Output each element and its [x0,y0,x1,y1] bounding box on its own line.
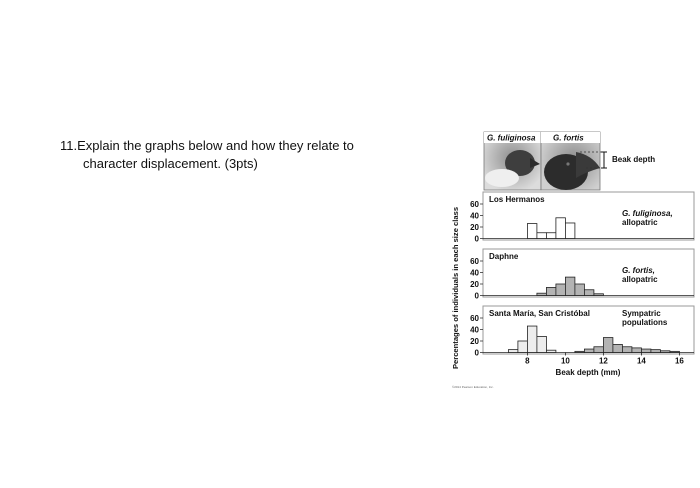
question-line-1: Explain the graphs below and how they relate to [77,138,354,153]
small-finch-body-icon [485,169,519,187]
x-axis-title: Beak depth (mm) [555,368,621,377]
histogram-bar [670,351,680,352]
histogram-bar [641,349,651,352]
histogram-bar [603,338,613,353]
histogram-panels [470,192,694,357]
y-axis-title: Percentages of individuals in each size class [451,206,460,370]
fuliginosa-photo-label: G. fuliginosa [487,133,536,143]
y-tick-label: 60 [470,256,479,266]
panel-series-label-2: allopatric [622,275,658,284]
histogram-bar [575,351,585,352]
x-tick-label: 14 [636,356,646,366]
histogram-bar [594,347,604,353]
histogram-bar [527,224,537,239]
panel-series-label-2: allopatric [622,218,658,227]
y-tick-label: 40 [470,325,479,335]
y-tick-label: 0 [474,348,479,358]
panel-title: Daphne [489,252,519,261]
histogram-bar [518,341,528,353]
panel-2 [470,249,694,300]
panel-3 [470,306,694,357]
histogram-bar [594,294,604,296]
histogram-bar [565,277,575,295]
y-tick-label: 40 [470,268,479,278]
fuliginosa-photo [484,132,541,190]
histogram-bar [660,351,670,353]
histogram-bar [546,287,556,295]
panel-series-label: G. fortis, [622,266,655,275]
histogram-bar [622,347,632,353]
histogram-bar [556,218,566,239]
histogram-bar [613,344,623,352]
y-tick-label: 20 [470,279,479,289]
y-tick-label: 60 [470,199,479,209]
x-tick-label: 16 [674,356,684,366]
histogram-bar [537,233,547,239]
histogram-bar [632,348,642,353]
panel-series-label: Sympatric [622,309,661,318]
y-tick-label: 0 [474,291,479,301]
fortis-photo-label: G. fortis [553,133,584,143]
x-tick-label: 8 [525,356,530,366]
histogram-bar [556,284,566,296]
histogram-bar [584,349,594,352]
x-tick-label: 12 [598,356,608,366]
y-tick-label: 20 [470,222,479,232]
histogram-bar [537,293,547,295]
panel-title: Santa María, San Cristóbal [489,309,590,318]
histogram-bar [546,233,556,239]
panel-1 [470,192,694,243]
histogram-bar [651,350,661,353]
histogram-bar [527,326,537,352]
panel-title: Los Hermanos [489,195,545,204]
histogram-bar [546,350,556,352]
fortis-photo [541,132,600,190]
histogram-bar [575,284,585,296]
beak-depth-label: Beak depth [612,155,656,164]
histogram-bar [584,290,594,296]
y-tick-label: 60 [470,313,479,323]
histogram-bar [537,336,547,352]
copyright-notice: ©2014 Pearson Education, Inc. [452,385,494,389]
question-line-2: character displacement. (3pts) [83,156,258,171]
y-tick-label: 20 [470,336,479,346]
x-tick-label: 10 [560,356,570,366]
histogram-bar [565,223,575,239]
y-tick-label: 0 [474,234,479,244]
histogram-bar [508,350,518,353]
panel-series-label: G. fuliginosa, [622,209,673,218]
y-tick-label: 40 [470,211,479,221]
question-number: 11. [60,138,78,153]
panel-series-label-2: populations [622,318,668,327]
